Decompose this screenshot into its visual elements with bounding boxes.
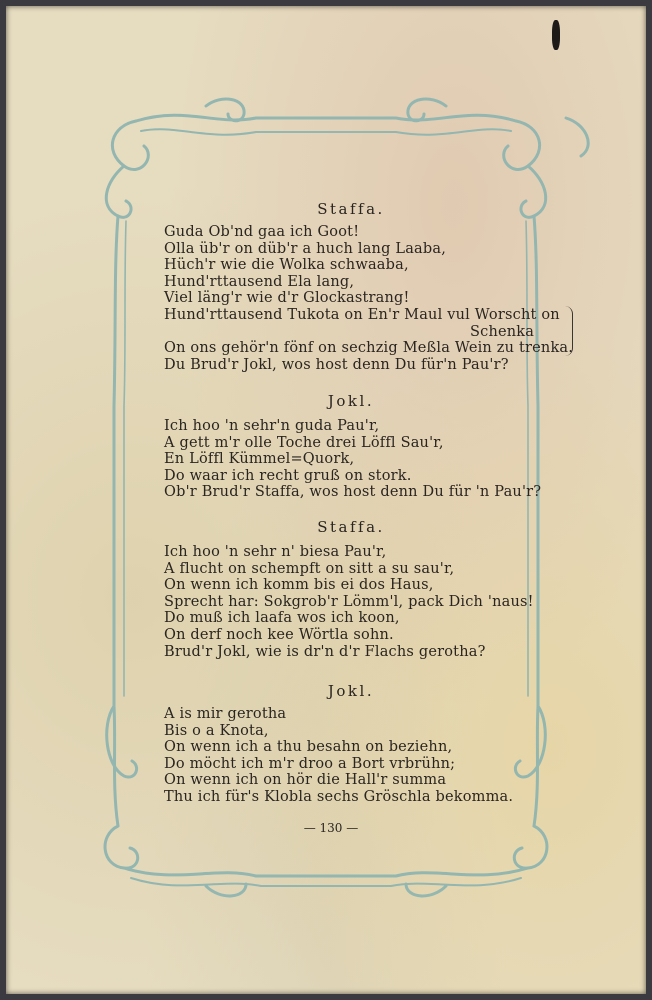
poem-line: Olla üb'r on düb'r a huch lang Laaba, — [164, 240, 447, 257]
continuation-bracket — [562, 306, 573, 356]
stanza-heading: Jokl. — [327, 392, 375, 410]
poem-line: Bis o a Knota, — [164, 722, 269, 739]
stanza-3 — [164, 544, 574, 660]
poem-line: Hüch'r wie die Wolka schwaaba, — [164, 257, 409, 274]
book-page — [6, 6, 646, 994]
poem-line: On wenn ich on hör die Hall'r summa — [164, 772, 447, 789]
poem-line: Do möcht ich m'r droo a Bort vrbrühn; — [164, 755, 456, 772]
poem-line: Thu ich für's Klobla sechs Gröschla bekomma. — [164, 788, 514, 805]
poem-line: On ons gehör'n fönf on sechzig Meßla Wein zu trenka. — [164, 340, 574, 357]
stanza-2 — [164, 418, 574, 501]
stanza-4 — [164, 706, 574, 806]
poem-line: Brud'r Jokl, wie is dr'n d'r Flachs gerotha? — [164, 643, 486, 660]
poem-line-continuation: Schenka — [470, 323, 535, 340]
stanza-heading: Staffa. — [317, 518, 385, 536]
poem-line: Viel läng'r wie d'r Glockastrang! — [164, 290, 410, 307]
poem-line: On derf noch kee Wörtla sohn. — [164, 626, 394, 643]
poem-line: Sprecht har: Sokgrob'r Lömm'l, pack Dich 'naus! — [164, 593, 534, 610]
poem-line: Ob'r Brud'r Staffa, wos host denn Du für 'n Pau'r? — [164, 484, 542, 501]
poem-line: A flucht on schempft on sitt a su sau'r, — [164, 560, 455, 577]
poem-line: A is mir gerotha — [164, 706, 287, 722]
stanza-heading: Staffa. — [317, 200, 385, 218]
poem-line: Do muß ich laafa wos ich koon, — [164, 610, 400, 627]
stanza-1 — [164, 224, 574, 373]
poem-line: Hund'rttausend Ela lang, — [164, 273, 355, 290]
poem-line: Guda Ob'nd gaa ich Goot! — [164, 224, 360, 240]
poem-line: En Löffl Kümmel=Quork, — [164, 451, 355, 468]
poem-line: Ich hoo 'n sehr n' biesa Pau'r, — [164, 544, 387, 560]
stanza-heading: Jokl. — [327, 682, 375, 700]
poem-line: Do waar ich recht gruß on stork. — [164, 467, 412, 484]
poem-line: On wenn ich a thu besahn on beziehn, — [164, 739, 453, 756]
poem-line: A gett m'r olle Toche drei Löffl Sau'r, — [164, 434, 444, 451]
page-number: — 130 — — [303, 821, 359, 835]
poem-line: Hund'rttausend Tukota on En'r Maul vul Worscht on — [164, 306, 560, 323]
poem-line: Du Brud'r Jokl, wos host denn Du für'n Pau'r? — [164, 356, 509, 373]
poem-line: On wenn ich komm bis ei dos Haus, — [164, 577, 434, 594]
poem-line: Ich hoo 'n sehr'n guda Pau'r, — [164, 418, 380, 434]
